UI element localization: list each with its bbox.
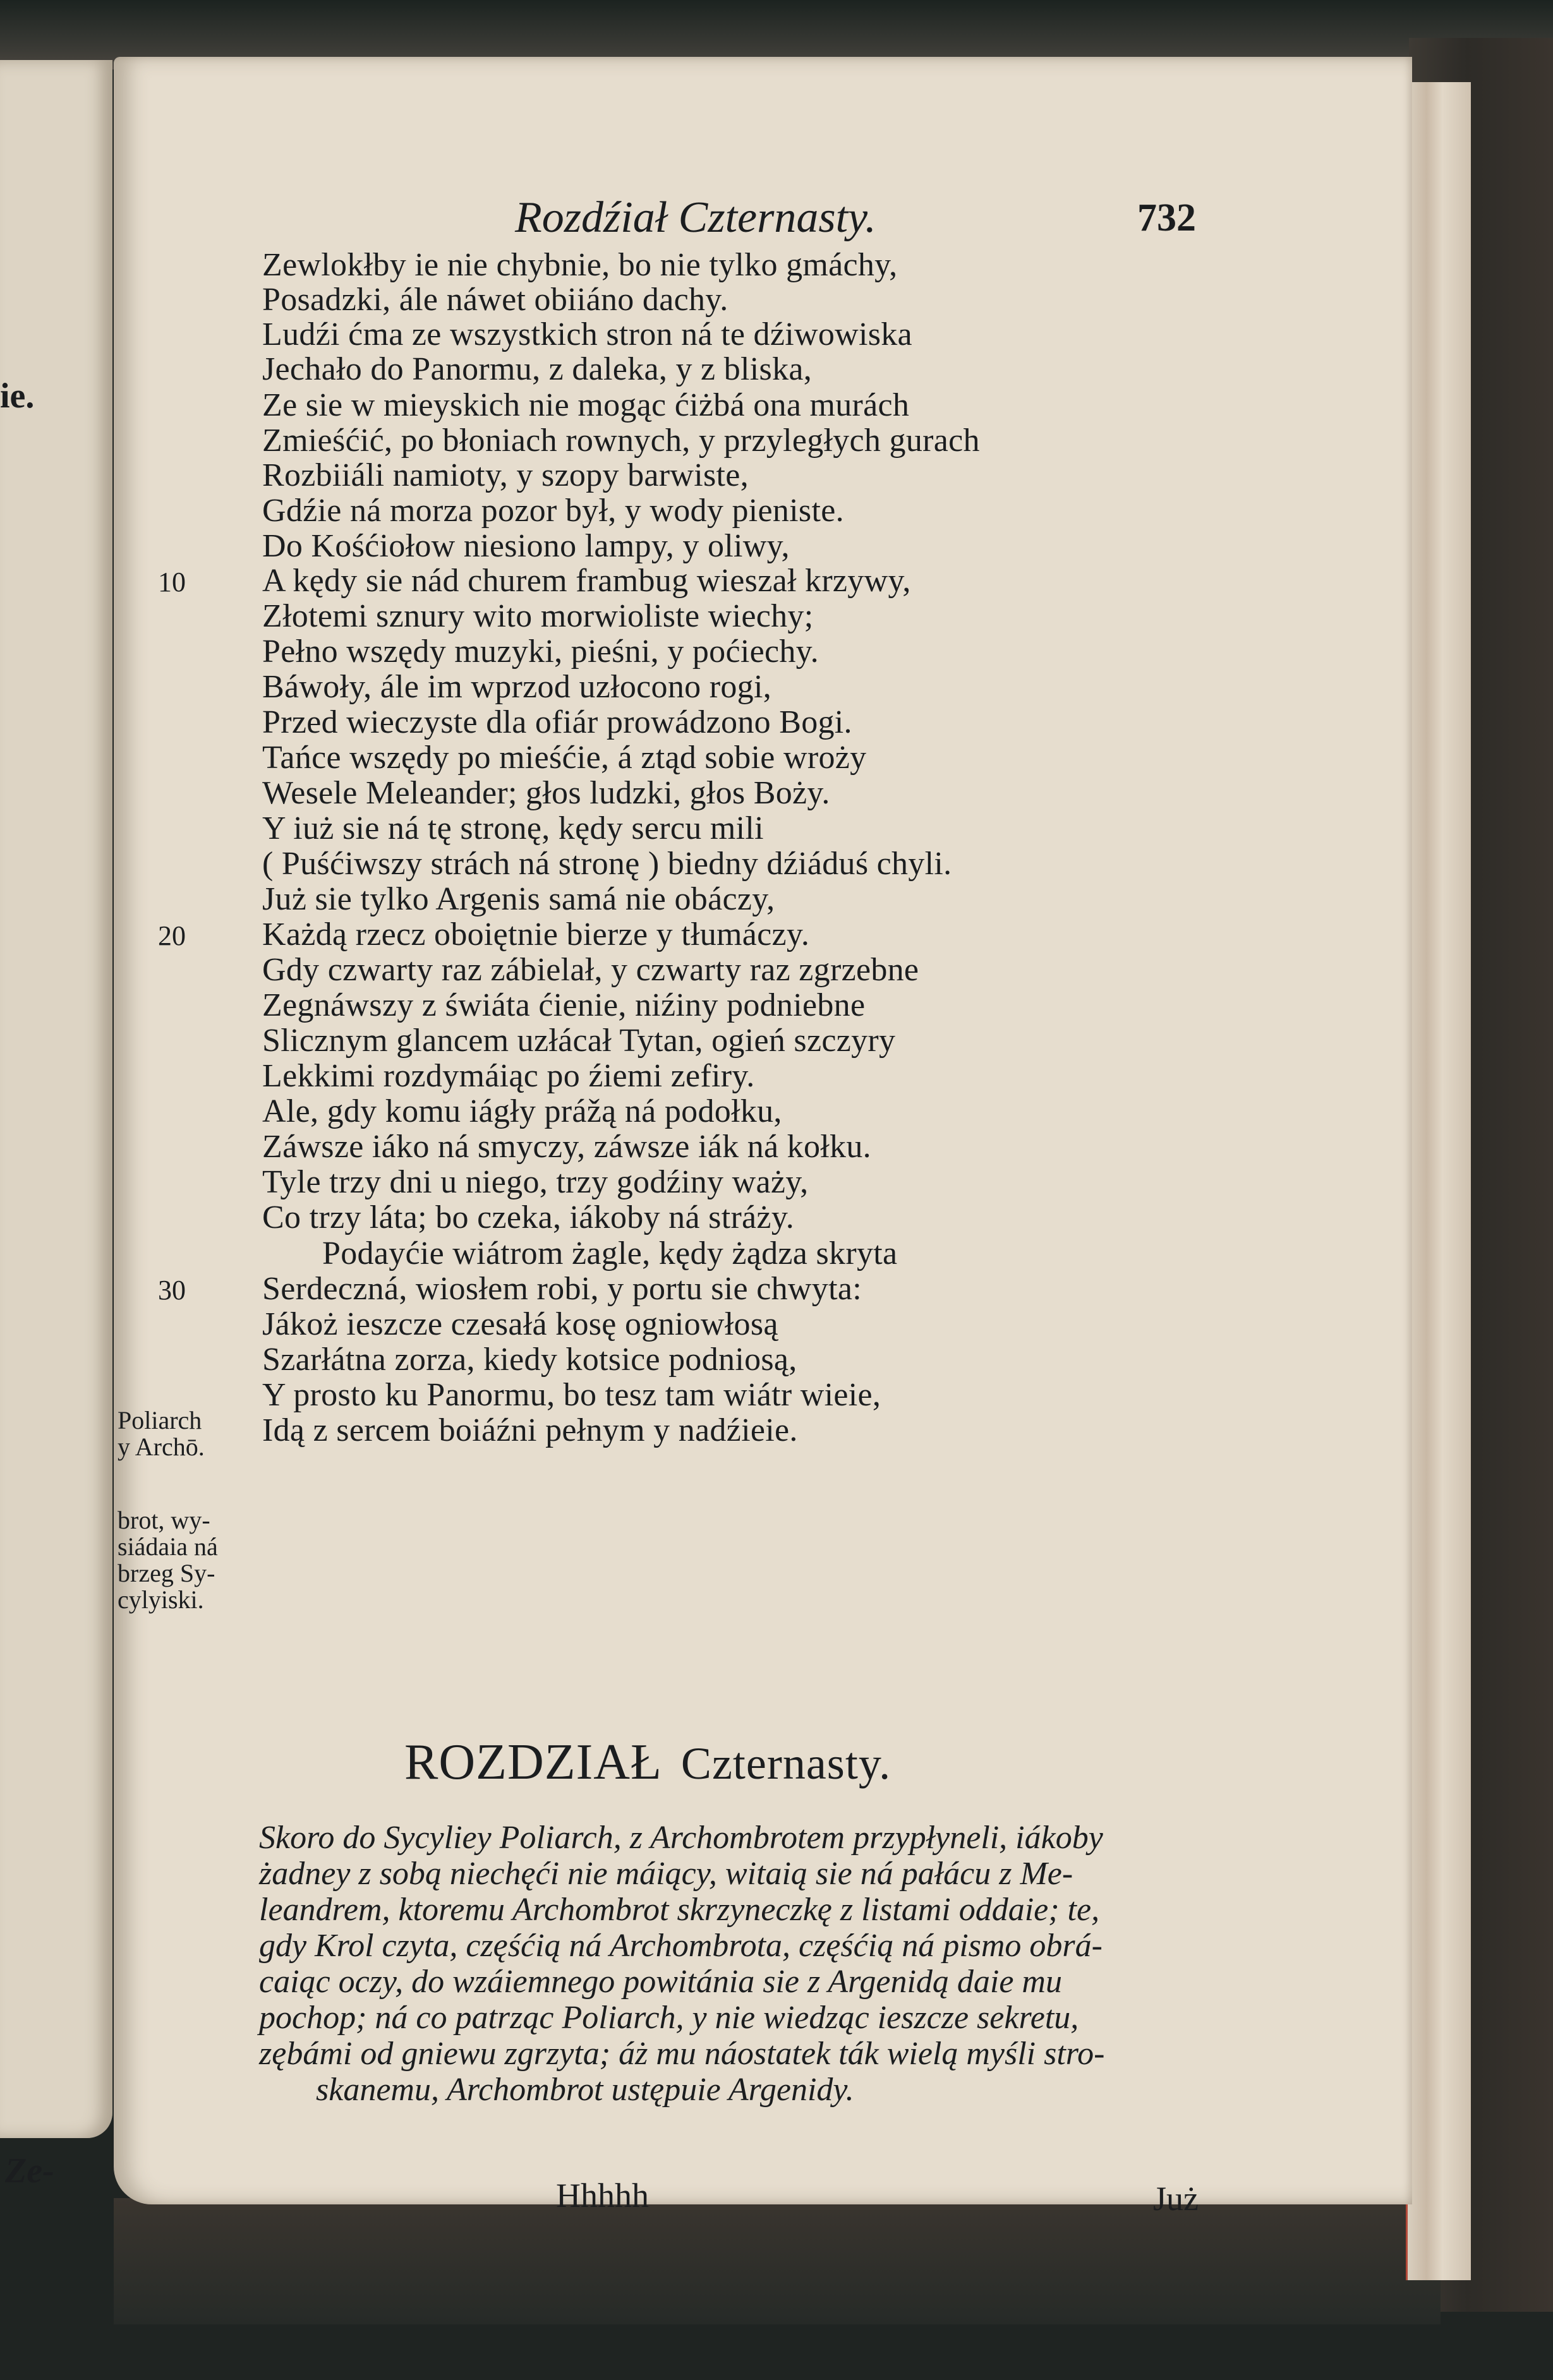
verse-line: Każdą rzecz oboiętnie bierze y tłumáczy. bbox=[262, 917, 810, 953]
verse-line: Záwsze iáko ná smyczy, záwsze iák ná kołku. bbox=[262, 1129, 871, 1165]
verse-line: Przed wieczyste dla ofiár prowádzono Bogi. bbox=[262, 704, 852, 740]
margin-note-line: y Archō. bbox=[118, 1433, 205, 1461]
verse-line: Jechało do Panormu, z daleka, y z bliska, bbox=[262, 351, 813, 387]
page-number: 732 bbox=[1137, 196, 1196, 239]
line-number: 20 bbox=[158, 920, 186, 951]
verse-line: ( Puśćiwszy strách ná stronę ) biedny dźiáduś chyli. bbox=[262, 846, 952, 882]
summary-line: leandrem, ktoremu Archombrot skrzyneczkę z listami oddaie; te, bbox=[259, 1892, 1100, 1928]
verse-line: Zegnáwszy z świáta ćienie, niźiny podniebne bbox=[262, 987, 866, 1023]
verse-line: Jákoż ieszcze czesałá kosę ogniowłosą bbox=[262, 1306, 778, 1342]
signature-mark: Hhhhh bbox=[556, 2177, 649, 2215]
summary-line: zębámi od gniewu zgrzyta; áż mu náostatek ták wielą myśli stro- bbox=[259, 2036, 1105, 2072]
margin-note-line: siádaia ná bbox=[118, 1532, 218, 1561]
verse-line: Rozbiiáli namioty, y szopy barwiste, bbox=[262, 457, 749, 493]
verse-line: Tańce wszędy po mieśćie, á ztąd sobie wroży bbox=[262, 740, 867, 776]
verse-line: Ze sie w mieyskich nie mogąc ćiżbá ona murách bbox=[262, 387, 910, 423]
line-number: 10 bbox=[158, 567, 186, 598]
verse-line: Gdźie ná morza pozor był, y wody pieniste. bbox=[262, 493, 844, 529]
margin-note bbox=[118, 1407, 218, 1613]
verse-line: Zmieśćić, po błoniach rownych, y przyległych gurach bbox=[262, 423, 980, 459]
summary-line: żadney z sobą niechęći nie máiący, witaią sie ná pałácu z Me- bbox=[259, 1856, 1073, 1892]
verse-line: Złotemi sznury wito morwioliste wiechy; bbox=[262, 598, 814, 634]
summary-line: Skoro do Sycyliey Poliarch, z Archombrotem przypłyneli, iákoby bbox=[259, 1820, 1103, 1856]
verse-line: Gdy czwarty raz zábielał, y czwarty raz zgrzebne bbox=[262, 952, 919, 988]
verse-line: Lekkimi rozdymáiąc po źiemi zefiry. bbox=[262, 1058, 755, 1094]
verse-line: Szarłátna zorza, kiedy kotsice podniosą, bbox=[262, 1342, 797, 1378]
verse-line: Slicznym glancem uzłácał Tytan, ogień szczyry bbox=[262, 1023, 896, 1059]
verse-line: A kędy sie nád churem frambug wieszał krzywy, bbox=[262, 563, 911, 599]
verse-line: Pełno wszędy muzyki, pieśni, y poćiechy. bbox=[262, 634, 819, 670]
verse-line: Ale, gdy komu iágły prážą ná podołku, bbox=[262, 1093, 782, 1129]
verse-line: Co trzy láta; bo czeka, iákoby ná stráży. bbox=[262, 1199, 795, 1235]
catchword: Już bbox=[1153, 2180, 1199, 2218]
running-head: Rozdźiał Czternasty. bbox=[515, 193, 876, 242]
summary-line: skanemu, Archombrot ustępuie Argenidy. bbox=[316, 2072, 854, 2108]
verse-line: Idą z sercem boiáźni pełnym y nadźieie. bbox=[262, 1412, 798, 1448]
margin-note-line: brot, wy- bbox=[118, 1506, 210, 1534]
summary-line: pochop; ná co patrząc Poliarch, y nie wiedząc ieszcze sekretu, bbox=[259, 2000, 1079, 2036]
verse-line: Y iuż sie ná tę stronę, kędy sercu mili bbox=[262, 810, 764, 846]
verse-line: Do Kośćiołow niesiono lampy, y oliwy, bbox=[262, 528, 790, 564]
left-page bbox=[0, 60, 112, 2191]
verse-line: Tyle trzy dni u niego, trzy godźiny waży, bbox=[262, 1164, 809, 1200]
page-edge-stack bbox=[1406, 82, 1471, 2280]
summary-line: gdy Krol czyta, częśćią ná Archombrota, częśćią ná pismo obrá- bbox=[259, 1928, 1103, 1964]
summary-line: caiąc oczy, do wzáiemnego powitánia sie z Argenidą daie mu bbox=[259, 1964, 1062, 2000]
binding-bottom bbox=[114, 2198, 1441, 2324]
left-page-fragment: Ze- bbox=[5, 2151, 54, 2191]
verse-line: Podayćie wiátrom żagle, kędy żądza skryta bbox=[322, 1235, 898, 1271]
chapter-heading bbox=[404, 1734, 891, 1791]
verse-line: Y prosto ku Panormu, bo tesz tam wiátr wieie, bbox=[262, 1377, 881, 1413]
margin-note-line bbox=[118, 1460, 218, 1507]
verse-line: Ludźi ćma ze wszystkich stron ná te dźiwowiska bbox=[262, 316, 912, 352]
verse-line: Wesele Meleander; głos ludzki, głos Boży. bbox=[262, 775, 830, 811]
chapter-heading-main: ROZDZIAŁ bbox=[404, 1734, 662, 1790]
margin-note-line: Poliarch bbox=[118, 1406, 202, 1434]
left-page-fragment: ie. bbox=[0, 376, 35, 416]
verse-line: Posadzki, ále náwet obiiáno dachy. bbox=[262, 282, 728, 318]
chapter-heading-sub: Czternasty. bbox=[680, 1738, 891, 1789]
verse-line: Báwoły, ále im wprzod uzłocono rogi, bbox=[262, 669, 772, 705]
verse-line: Zewlokłby ie nie chybnie, bo nie tylko gmáchy, bbox=[262, 247, 898, 283]
margin-note-line: cylyiski. bbox=[118, 1585, 204, 1614]
verse-line: Serdeczná, wiosłem robi, y portu sie chwyta: bbox=[262, 1271, 862, 1307]
margin-note-line: brzeg Sy- bbox=[118, 1559, 215, 1587]
line-number: 30 bbox=[158, 1275, 186, 1306]
verse-line: Już sie tylko Argenis samá nie obáczy, bbox=[262, 881, 775, 917]
